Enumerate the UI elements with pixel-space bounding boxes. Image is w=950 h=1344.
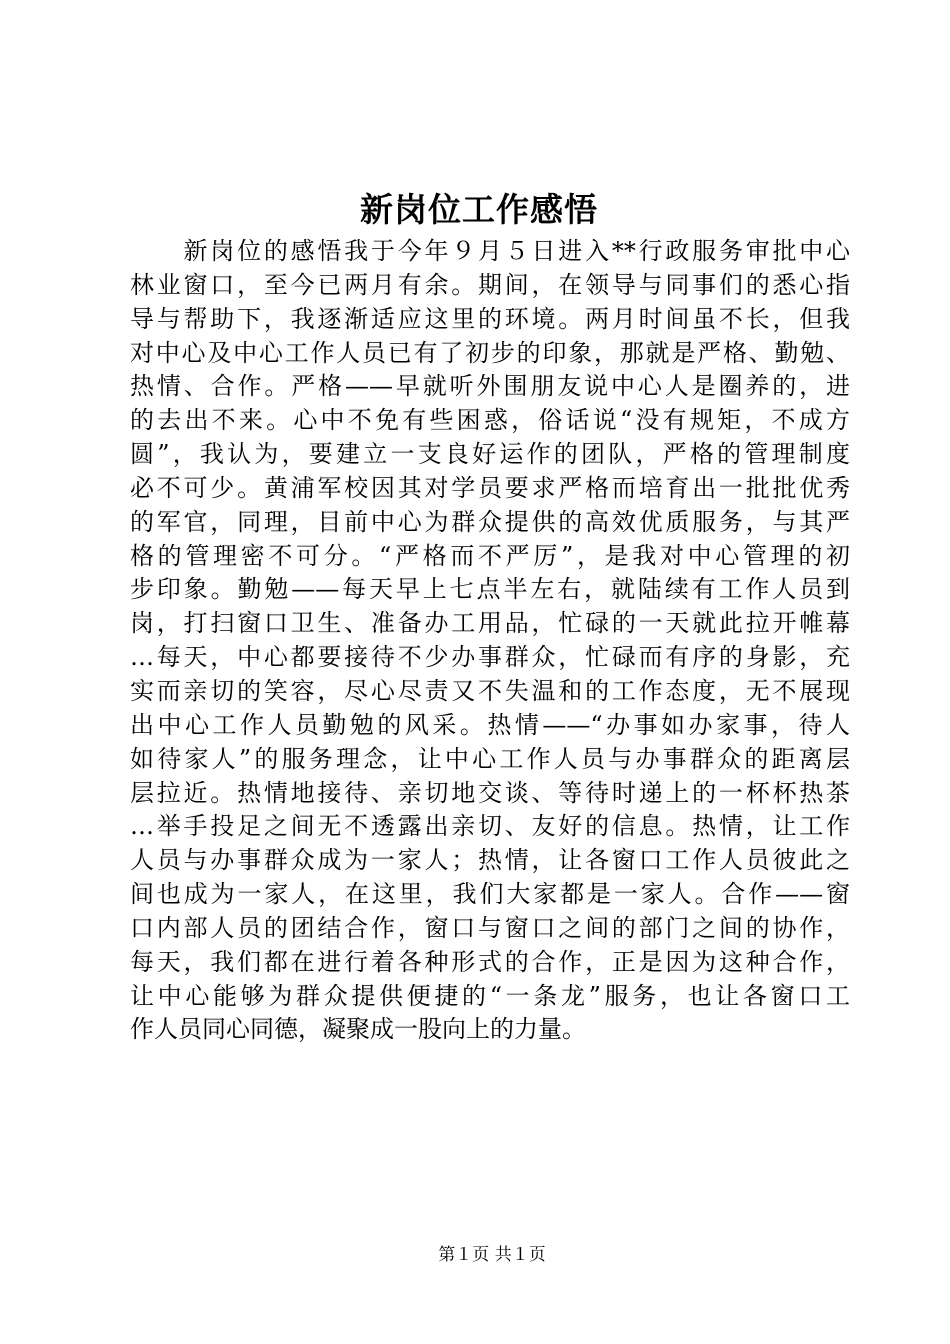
body-line: 步印象。勤勉——每天早上七点半左右，就陆续有工作人员到 [130, 575, 850, 604]
body-line: 间也成为一家人，在这里，我们大家都是一家人。合作——窗 [130, 880, 850, 909]
body-line: 新岗位的感悟我于今年９月５日进入**行政服务审批中心 [130, 237, 850, 265]
body-line: 必不可少。黄浦军校因其对学员要求严格而培育出一批批优秀 [130, 473, 850, 502]
body-line: …每天，中心都要接待不少办事群众，忙碌而有序的身影，充 [130, 643, 850, 672]
document-title: 新岗位工作感悟 [360, 190, 598, 229]
body-line: 热情、合作。严格——早就听外围朋友说中心人是圈养的，进 [130, 372, 850, 401]
body-line: 导与帮助下，我逐渐适应这里的环境。两月时间虽不长，但我 [130, 304, 850, 333]
body-line: 如待家人”的服务理念，让中心工作人员与办事群众的距离层 [130, 744, 850, 773]
body-line: 人员与办事群众成为一家人；热情，让各窗口工作人员彼此之 [130, 846, 850, 875]
body-line: 林业窗口，至今已两月有余。期间，在领导与同事们的悉心指 [130, 270, 850, 299]
body-line: 每天，我们都在进行着各种形式的合作，正是因为这种合作， [130, 947, 850, 976]
document-body [130, 235, 850, 1047]
body-line: 让中心能够为群众提供便捷的“一条龙”服务，也让各窗口工 [130, 981, 850, 1010]
body-line: 的去出不来。心中不免有些困惑，俗话说“没有规矩，不成方 [130, 406, 850, 435]
body-line: 层拉近。热情地接待、亲切地交谈、等待时递上的一杯杯热茶 [130, 778, 850, 807]
body-line: …举手投足之间无不透露出亲切、友好的信息。热情，让工作 [130, 812, 850, 841]
body-line: 对中心及中心工作人员已有了初步的印象，那就是严格、勤勉、 [130, 338, 850, 367]
body-line: 实而亲切的笑容，尽心尽责又不失温和的工作态度，无不展现 [130, 676, 850, 705]
body-line: 岗，打扫窗口卫生、准备办工用品，忙碌的一天就此拉开帷幕 [130, 609, 850, 638]
body-line: 格的管理密不可分。“严格而不严厉”，是我对中心管理的初 [130, 541, 850, 570]
body-line: 的军官，同理，目前中心为群众提供的高效优质服务，与其严 [130, 507, 850, 536]
page-footer: 第１页 共１页 [438, 1245, 546, 1265]
body-line: 出中心工作人员勤勉的风采。热情——“办事如办家事，待人 [130, 710, 850, 739]
body-line: 口内部人员的团结合作，窗口与窗口之间的部门之间的协作， [130, 913, 850, 942]
body-line: 作人员同心同德，凝聚成一股向上的力量。 [130, 1015, 586, 1044]
body-line: 圆”，我认为，要建立一支良好运作的团队，严格的管理制度 [130, 440, 850, 469]
